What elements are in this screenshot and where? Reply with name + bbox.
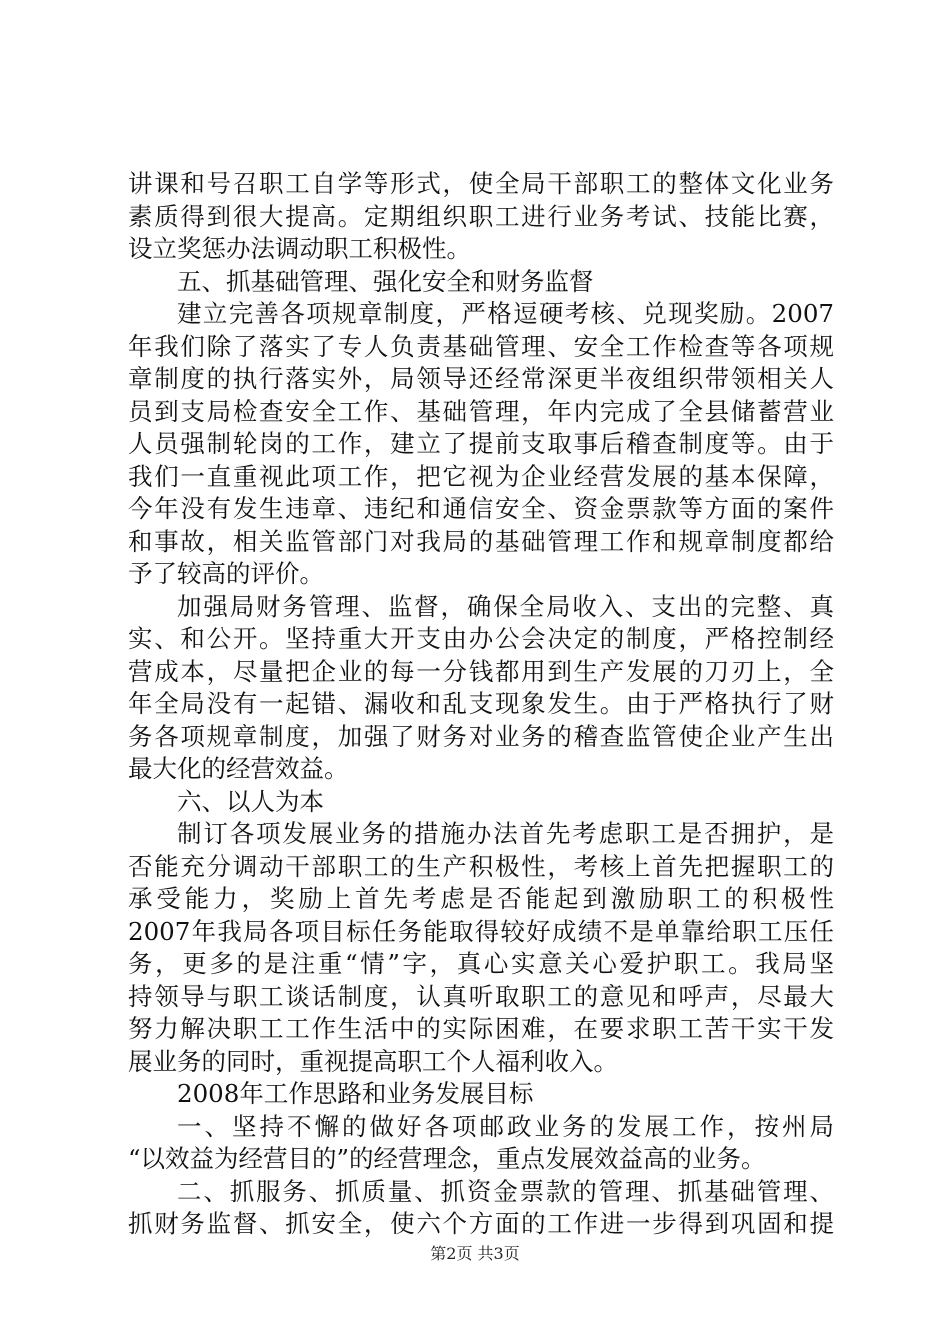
text-line: 抓财务监督、抓安全，使六个方面的工作进一步得到巩固和提 [128, 1209, 834, 1238]
text-line: 人员强制轮岗的工作，建立了提前支取事后稽查制度等。由于 [128, 429, 834, 458]
text-line: 努力解决职工工作生活中的实际困难，在要求职工苦干实干发 [128, 1014, 834, 1043]
text-line: 加强局财务管理、监督，确保全局收入、支出的完整、真 [177, 591, 834, 621]
text-line: 最大化的经营效益。 [128, 754, 349, 783]
text-line: 实、和公开。坚持重大开支由办公会决定的制度，严格控制经 [128, 624, 834, 653]
text-line: 展业务的同时，重视提高职工个人福利收入。 [128, 1046, 618, 1076]
text-line: 员到支局检查安全工作、基础管理，年内完成了全县储蓄营业 [128, 396, 834, 426]
text-line: 一、坚持不懈的做好各项邮政业务的发展工作，按州局 [177, 1111, 834, 1141]
text-line: 和事故，相关监管部门对我局的基础管理工作和规章制度都给 [128, 526, 834, 556]
text-line: 年全局没有一起错、漏收和乱支现象发生。由于严格执行了财 [128, 689, 834, 718]
text-line: 年我们除了落实了专人负责基础管理、安全工作检查等各项规 [128, 331, 834, 361]
text-line: 务各项规章制度，加强了财务对业务的稽查监管使企业产生出 [128, 721, 834, 751]
text-line: 六、以人为本 [177, 786, 324, 816]
text-line: 设立奖惩办法调动职工积极性。 [128, 234, 471, 263]
text-line: 二、抓服务、抓质量、抓资金票款的管理、抓基础管理、 [177, 1176, 834, 1206]
text-line: 五、抓基础管理、强化安全和财务监督 [177, 266, 594, 296]
text-line: 2007年我局各项目标任务能取得较好成绩不是单靠给职工压任 [128, 916, 834, 946]
text-line: 素质得到很大提高。定期组织职工进行业务考试、技能比赛， [128, 201, 834, 231]
text-line: 讲课和号召职工自学等形式，使全局干部职工的整体文化业务 [128, 169, 834, 198]
text-line: 我们一直重视此项工作，把它视为企业经营发展的基本保障， [128, 461, 834, 491]
text-line: 予了较高的评价。 [128, 559, 324, 588]
text-line: 2008年工作思路和业务发展目标 [177, 1079, 534, 1108]
text-line: 今年没有发生违章、违纪和通信安全、资金票款等方面的案件 [128, 494, 834, 523]
text-line: 章制度的执行落实外，局领导还经常深更半夜组织带领相关人 [128, 364, 834, 393]
page-footer: 第2页 共3页 [430, 1244, 520, 1263]
text-line: 承受能力，奖励上首先考虑是否能起到激励职工的积极性 [128, 884, 834, 913]
text-line: 营成本，尽量把企业的每一分钱都用到生产发展的刀刃上，全 [128, 656, 834, 686]
text-line: 否能充分调动干部职工的生产积极性，考核上首先把握职工的 [128, 851, 834, 881]
text-line: 建立完善各项规章制度，严格逗硬考核、兑现奖励。2007 [177, 299, 834, 328]
text-line: 制订各项发展业务的措施办法首先考虑职工是否拥护，是 [177, 819, 834, 848]
document-body [128, 168, 834, 1241]
text-line: 持领导与职工谈话制度，认真听取职工的意见和呼声，尽最大 [128, 981, 834, 1011]
text-line: 务，更多的是注重“情”字，真心实意关心爱护职工。我局坚 [128, 949, 834, 978]
text-line: “以效益为经营目的”的经营理念，重点发展效益高的业务。 [128, 1144, 766, 1173]
